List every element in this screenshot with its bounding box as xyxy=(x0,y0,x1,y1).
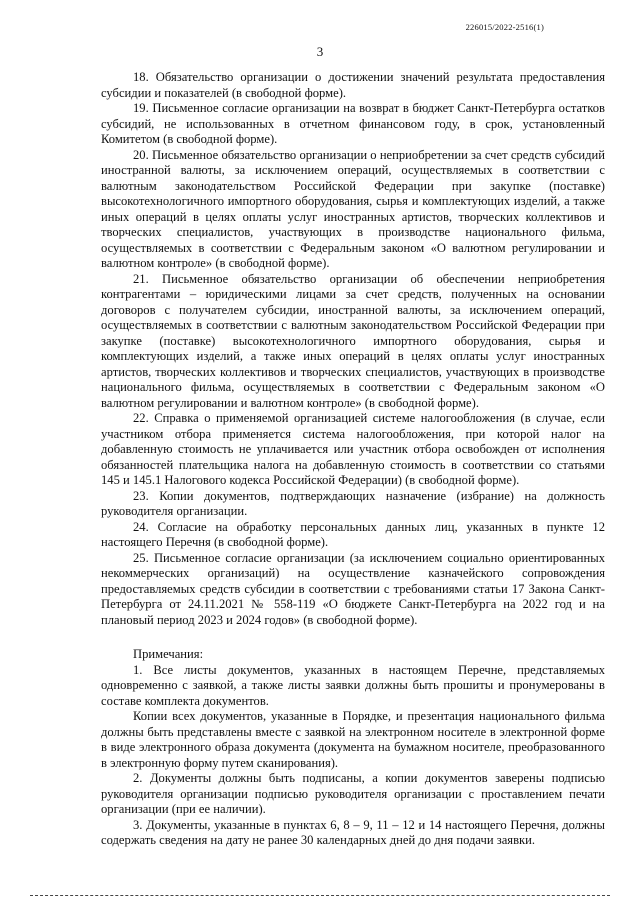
note-item: 1. Все листы документов, указанных в настоящем Перечне, представляемых одновременно с заявкой, а также листы заявки должны быть прошиты и пронумерованы в составе комплекта документов. xyxy=(101,662,605,708)
notes-title: Примечания: xyxy=(133,647,204,661)
list-item: 24. Согласие на обработку персональных данных лиц, указанных в пункте 12 настоящего Перечня (в свободной форме). xyxy=(101,519,605,549)
document-body xyxy=(101,70,605,849)
document-code: 226015/2022-2516(1) xyxy=(465,22,544,32)
list-item: 22. Справка о применяемой организацией системе налогообложения (в случае, если участником отбора применяется система налогообложения, при которой налог на добавленную стоимость не уплачивается или участник отбора освобожден от исполнения обязанностей плательщика налога на добавленную стоимость в соответствии со статьями 145 и 145.1 Налогового кодекса Российской Федерации) (в свободной форме). xyxy=(101,411,605,487)
note-item: 3. Документы, указанные в пунктах 6, 8 – 9, 11 – 12 и 14 настоящего Перечня, должны содержать сведения на дату не ранее 30 календарных дней до дня подачи заявки. xyxy=(101,817,605,847)
list-item: 20. Письменное обязательство организации о неприобретении за счет средств субсидий иностранной валюты, за исключением операций, осуществляемых в соответствии с валютным законодательством Российской Федерации при закупке (поставке) высокотехнологичного импортного оборудования, сырья и комплектующих изделий, а также иных операций в целях оплаты услуг иностранных артистов, творческих коллективов и творческих специалистов, участвующих в производстве национального фильма, осуществляемых в соответствии с Федеральным законом «О валютном регулировании и валютном контроле» (в свободной форме). xyxy=(101,147,605,270)
list-item: 19. Письменное согласие организации на возврат в бюджет Санкт-Петербурга остатков субсидий, не использованных в отчетном финансовом году, в срок, установленный Комитетом (в свободной форме). xyxy=(101,101,605,146)
list-item: 18. Обязательство организации о достижении значений результата предоставления субсидии и показателей (в свободной форме). xyxy=(101,70,605,100)
page-number: 3 xyxy=(316,44,324,59)
list-item: 25. Письменное согласие организации (за исключением социально ориентированных некоммерческих организаций) на осуществление казначейского сопровождения предоставляемых средств субсидии в соответствии с требованиями статьи 17 Закона Санкт-Петербурга от 24.11.2021 № 558-119 «О бюджете Санкт-Петербурга на 2022 год и на плановый период 2023 и 2024 годов» (в свободной форме). xyxy=(101,550,605,627)
list-item: 23. Копии документов, подтверждающих назначение (избрание) на должность руководителя организации. xyxy=(101,488,605,518)
list-item: 21. Письменное обязательство организации об обеспечении неприобретения контрагентами – юридическими лицами за счет средств, полученных на основании договоров с получателем субсидии, иностранной валюты, за исключением операций, осуществляемых в соответствии с валютным законодательством Российской Федерации при закупке (поставке) высокотехнологичного импортного оборудования, сырья и комплектующих изделий, а также иных операций в целях оплаты услуг иностранных артистов, творческих коллективов и творческих специалистов, участвующих в производстве национального фильма, осуществляемых в соответствии с Федеральным законом «О валютном регулировании и валютном контроле» (в свободной форме). xyxy=(101,271,605,410)
note-item: Копии всех документов, указанные в Порядке, и презентация национального фильма должны быть представлены вместе с заявкой на электронном носителе в электронной форме в виде электронного образа документа (документа на бумажном носителе, преобразованного в электронную форму путем сканирования). xyxy=(101,709,605,770)
footer-divider xyxy=(30,895,610,896)
note-item: 2. Документы должны быть подписаны, а копии документов заверены подписью руководителя организации подписью руководителя организации с проставлением печати организации (при ее наличии). xyxy=(101,771,605,816)
